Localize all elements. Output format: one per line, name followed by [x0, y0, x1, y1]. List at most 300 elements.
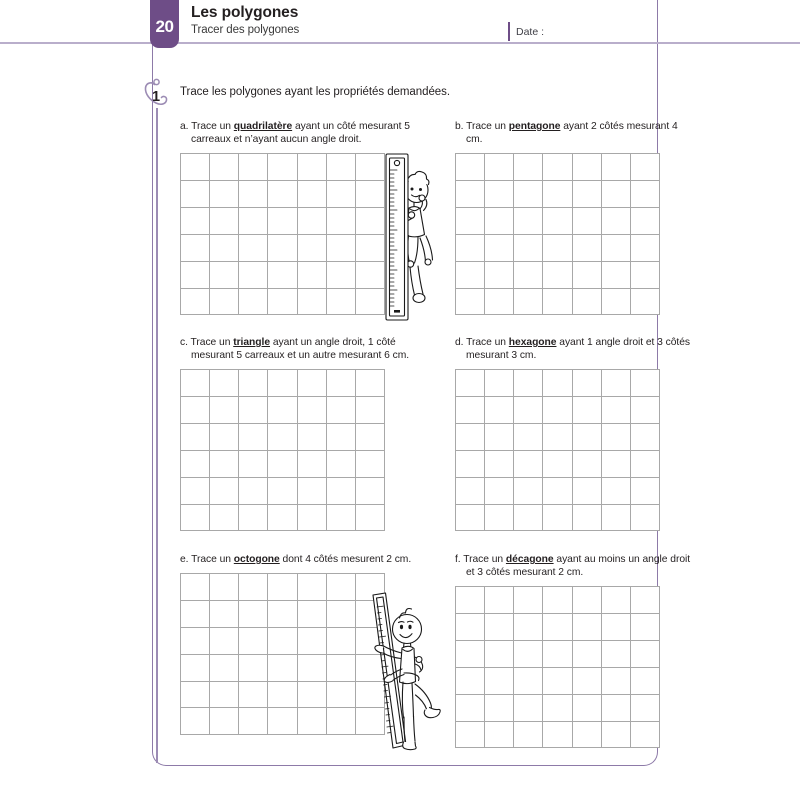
grid-cell[interactable]: [327, 505, 356, 532]
grid-cell[interactable]: [327, 574, 356, 601]
grid-cell[interactable]: [210, 478, 239, 505]
grid-cell[interactable]: [268, 289, 297, 316]
grid-cell[interactable]: [210, 655, 239, 682]
grid-cell[interactable]: [456, 208, 485, 235]
grid-cell[interactable]: [268, 154, 297, 181]
grid-cell[interactable]: [543, 370, 572, 397]
question-c-line1-pre: Trace un: [190, 337, 234, 348]
illustration-child-with-tilted-ruler: [360, 585, 448, 757]
grid-cell[interactable]: [239, 655, 268, 682]
grid-cell[interactable]: [268, 397, 297, 424]
grid-cell[interactable]: [268, 478, 297, 505]
grid-cell[interactable]: [456, 722, 485, 749]
child-holding-vertical-ruler-icon: [376, 150, 450, 326]
answer-grid-e[interactable]: [180, 573, 385, 735]
grid-cell[interactable]: [210, 208, 239, 235]
question-b-line1-post: ayant 2 côtés mesurant: [560, 121, 670, 132]
grid-cell[interactable]: [239, 451, 268, 478]
question-a-text: [180, 120, 420, 146]
grid-cell[interactable]: [485, 397, 514, 424]
grid-cell[interactable]: [602, 614, 631, 641]
grid-cell[interactable]: [210, 574, 239, 601]
question-e-text: [180, 553, 420, 566]
grid-cell[interactable]: [485, 235, 514, 262]
grid-cell[interactable]: [327, 708, 356, 735]
grid-cell[interactable]: [485, 181, 514, 208]
grid-cell[interactable]: [514, 451, 543, 478]
grid-cell[interactable]: [485, 208, 514, 235]
grid-cell[interactable]: [210, 451, 239, 478]
grid-cell[interactable]: [514, 478, 543, 505]
grid-cell[interactable]: [181, 601, 210, 628]
grid-cell[interactable]: [602, 262, 631, 289]
answer-grid-d[interactable]: [455, 369, 660, 531]
grid-cell[interactable]: [602, 587, 631, 614]
grid-cell[interactable]: [268, 628, 297, 655]
question-c-label: c.: [180, 337, 188, 348]
grid-cell[interactable]: [298, 424, 327, 451]
question-f-keyword: décagone: [505, 554, 554, 565]
question-b-keyword: pentagone: [508, 121, 561, 132]
grid-cell[interactable]: [514, 722, 543, 749]
exercise-vertical-stem: [156, 108, 158, 763]
grid-cell[interactable]: [631, 505, 660, 532]
grid-cell[interactable]: [239, 289, 268, 316]
grid-cell[interactable]: [456, 587, 485, 614]
question-a-keyword: quadrilatère: [233, 121, 293, 132]
grid-cell[interactable]: [543, 722, 572, 749]
grid-cell[interactable]: [327, 628, 356, 655]
page-subtitle: Tracer des polygones: [191, 24, 300, 36]
grid-cell[interactable]: [456, 695, 485, 722]
grid-cell[interactable]: [543, 289, 572, 316]
grid-cell[interactable]: [602, 235, 631, 262]
grid-cell[interactable]: [514, 695, 543, 722]
grid-cell[interactable]: [485, 695, 514, 722]
grid-cell[interactable]: [631, 424, 660, 451]
grid-cell[interactable]: [327, 154, 356, 181]
page-title: Les polygones: [191, 4, 299, 21]
grid-cell[interactable]: [456, 614, 485, 641]
grid-cell[interactable]: [239, 208, 268, 235]
grid-cell[interactable]: [543, 587, 572, 614]
page-header: [150, 0, 660, 60]
grid-cell[interactable]: [181, 154, 210, 181]
date-separator-tick: [508, 22, 510, 41]
grid-cell[interactable]: [543, 641, 572, 668]
question-f-line1-post: ayant au moins un angle: [553, 554, 668, 565]
grid-cell[interactable]: [573, 154, 602, 181]
grid-cell[interactable]: [181, 682, 210, 709]
grid-cell[interactable]: [514, 370, 543, 397]
grid-cell[interactable]: [456, 668, 485, 695]
grid-cell[interactable]: [268, 208, 297, 235]
grid-cell[interactable]: [602, 424, 631, 451]
grid-cell[interactable]: [485, 289, 514, 316]
grid-cell[interactable]: [602, 668, 631, 695]
grid-cell[interactable]: [181, 574, 210, 601]
grid-cell[interactable]: [181, 289, 210, 316]
grid-cell[interactable]: [602, 695, 631, 722]
grid-cell[interactable]: [514, 235, 543, 262]
grid-cell[interactable]: [239, 181, 268, 208]
grid-cell[interactable]: [356, 424, 385, 451]
grid-cell[interactable]: [456, 505, 485, 532]
grid-cell[interactable]: [239, 708, 268, 735]
grid-cell[interactable]: [456, 289, 485, 316]
grid-cell[interactable]: [210, 397, 239, 424]
question-d-keyword: hexagone: [508, 337, 557, 348]
grid-cell[interactable]: [239, 601, 268, 628]
question-f: [455, 553, 695, 748]
grid-cell[interactable]: [268, 181, 297, 208]
answer-grid-f[interactable]: [455, 586, 660, 748]
grid-cell[interactable]: [456, 235, 485, 262]
header-divider-rule: [0, 42, 800, 44]
grid-cell[interactable]: [210, 181, 239, 208]
question-f-text: [455, 553, 695, 579]
question-e-line2: 2 cm.: [386, 554, 412, 565]
question-a-label: a.: [180, 121, 189, 132]
page-number-label: 20: [155, 17, 174, 36]
grid-cell[interactable]: [485, 370, 514, 397]
grid-cell[interactable]: [631, 235, 660, 262]
grid-cell[interactable]: [573, 668, 602, 695]
date-field-label: Date :: [516, 26, 545, 38]
grid-cell[interactable]: [485, 478, 514, 505]
grid-cell[interactable]: [631, 695, 660, 722]
grid-cell[interactable]: [573, 478, 602, 505]
question-f-line1-pre: Trace un: [463, 554, 506, 565]
grid-cell[interactable]: [631, 181, 660, 208]
grid-cell[interactable]: [239, 370, 268, 397]
question-e-line1-post: dont 4 côtés mesurent: [279, 554, 384, 565]
grid-cell[interactable]: [268, 574, 297, 601]
grid-cell[interactable]: [327, 424, 356, 451]
grid-cell[interactable]: [602, 478, 631, 505]
grid-cell[interactable]: [298, 708, 327, 735]
grid-cell[interactable]: [514, 262, 543, 289]
grid-cell[interactable]: [181, 235, 210, 262]
grid-cell[interactable]: [485, 668, 514, 695]
grid-cell[interactable]: [327, 451, 356, 478]
grid-cell[interactable]: [239, 628, 268, 655]
grid-cell[interactable]: [602, 722, 631, 749]
grid-cell[interactable]: [356, 397, 385, 424]
grid-cell[interactable]: [239, 505, 268, 532]
grid-cell[interactable]: [327, 262, 356, 289]
grid-cell[interactable]: [268, 235, 297, 262]
grid-cell[interactable]: [210, 289, 239, 316]
grid-cell[interactable]: [573, 262, 602, 289]
grid-cell[interactable]: [356, 370, 385, 397]
grid-cell[interactable]: [268, 262, 297, 289]
grid-cell[interactable]: [268, 424, 297, 451]
grid-cell[interactable]: [456, 641, 485, 668]
grid-cell[interactable]: [456, 424, 485, 451]
question-f-label: f.: [455, 554, 461, 565]
grid-cell[interactable]: [543, 181, 572, 208]
grid-cell[interactable]: [327, 682, 356, 709]
grid-cell[interactable]: [298, 505, 327, 532]
grid-cell[interactable]: [573, 235, 602, 262]
grid-cell[interactable]: [298, 397, 327, 424]
grid-cell[interactable]: [543, 397, 572, 424]
grid-cell[interactable]: [181, 262, 210, 289]
question-c-line2: mesurant 5 carreaux et un autre mesurant 6 cm.: [191, 350, 410, 362]
grid-cell[interactable]: [602, 208, 631, 235]
question-f-line2: droit et 3 côtés mesurant 2 cm.: [466, 554, 691, 579]
grid-cell[interactable]: [573, 289, 602, 316]
grid-cell[interactable]: [456, 478, 485, 505]
grid-cell[interactable]: [485, 641, 514, 668]
question-a-line1-pre: Trace un: [191, 121, 234, 132]
grid-cell[interactable]: [514, 668, 543, 695]
grid-cell[interactable]: [485, 262, 514, 289]
grid-cell[interactable]: [631, 397, 660, 424]
grid-cell[interactable]: [602, 451, 631, 478]
grid-cell[interactable]: [268, 708, 297, 735]
grid-cell[interactable]: [298, 370, 327, 397]
grid-cell[interactable]: [602, 641, 631, 668]
grid-cell[interactable]: [602, 370, 631, 397]
grid-cell[interactable]: [239, 478, 268, 505]
grid-cell[interactable]: [514, 614, 543, 641]
grid-cell[interactable]: [268, 370, 297, 397]
answer-grid-a[interactable]: [180, 153, 385, 315]
grid-cell[interactable]: [573, 695, 602, 722]
grid-cell[interactable]: [181, 451, 210, 478]
grid-cell[interactable]: [327, 601, 356, 628]
question-d-line1-pre: Trace un: [466, 337, 509, 348]
child-holding-tilted-ruler-icon: [360, 585, 448, 757]
grid-cell[interactable]: [631, 289, 660, 316]
grid-cell[interactable]: [298, 289, 327, 316]
grid-cell[interactable]: [485, 587, 514, 614]
grid-cell[interactable]: [573, 397, 602, 424]
grid-cell[interactable]: [543, 505, 572, 532]
grid-cell[interactable]: [327, 655, 356, 682]
grid-cell[interactable]: [631, 451, 660, 478]
question-c-keyword: triangle: [233, 337, 271, 348]
grid-cell[interactable]: [181, 181, 210, 208]
grid-cell[interactable]: [573, 641, 602, 668]
grid-cell[interactable]: [514, 641, 543, 668]
grid-cell[interactable]: [485, 505, 514, 532]
grid-cell[interactable]: [210, 682, 239, 709]
grid-cell[interactable]: [210, 262, 239, 289]
grid-cell[interactable]: [268, 682, 297, 709]
question-b-line2: 4 cm.: [466, 121, 678, 146]
grid-cell[interactable]: [356, 478, 385, 505]
question-d: [455, 336, 695, 531]
question-e-line1-pre: Trace un: [191, 554, 234, 565]
grid-cell[interactable]: [485, 424, 514, 451]
grid-cell[interactable]: [602, 289, 631, 316]
grid-cell[interactable]: [268, 505, 297, 532]
grid-cell[interactable]: [210, 235, 239, 262]
question-e-label: e.: [180, 554, 189, 565]
grid-cell[interactable]: [356, 451, 385, 478]
grid-cell[interactable]: [456, 370, 485, 397]
grid-cell[interactable]: [210, 505, 239, 532]
grid-cell[interactable]: [543, 154, 572, 181]
grid-cell[interactable]: [514, 154, 543, 181]
grid-cell[interactable]: [543, 208, 572, 235]
question-c-text: [180, 336, 420, 362]
grid-cell[interactable]: [485, 614, 514, 641]
grid-cell[interactable]: [327, 289, 356, 316]
grid-cell[interactable]: [210, 370, 239, 397]
grid-cell[interactable]: [210, 154, 239, 181]
grid-cell[interactable]: [631, 722, 660, 749]
grid-cell[interactable]: [514, 397, 543, 424]
grid-cell[interactable]: [298, 478, 327, 505]
grid-cell[interactable]: [631, 370, 660, 397]
grid-cell[interactable]: [602, 397, 631, 424]
grid-cell[interactable]: [456, 397, 485, 424]
grid-cell[interactable]: [573, 587, 602, 614]
grid-cell[interactable]: [573, 722, 602, 749]
grid-cell[interactable]: [456, 262, 485, 289]
question-b: [455, 120, 695, 315]
grid-cell[interactable]: [181, 424, 210, 451]
grid-cell[interactable]: [239, 262, 268, 289]
grid-cell[interactable]: [543, 668, 572, 695]
grid-cell[interactable]: [181, 208, 210, 235]
grid-cell[interactable]: [514, 181, 543, 208]
grid-cell[interactable]: [298, 154, 327, 181]
grid-cell[interactable]: [210, 708, 239, 735]
grid-cell[interactable]: [631, 614, 660, 641]
grid-cell[interactable]: [181, 397, 210, 424]
grid-cell[interactable]: [181, 370, 210, 397]
question-c-line1-post: ayant un angle droit, 1 côté: [270, 337, 396, 348]
grid-cell[interactable]: [181, 708, 210, 735]
grid-cell[interactable]: [573, 181, 602, 208]
grid-cell[interactable]: [631, 208, 660, 235]
grid-cell[interactable]: [543, 695, 572, 722]
grid-cell[interactable]: [514, 289, 543, 316]
grid-cell[interactable]: [631, 478, 660, 505]
answer-grid-b[interactable]: [455, 153, 660, 315]
grid-cell[interactable]: [631, 587, 660, 614]
grid-cell[interactable]: [514, 505, 543, 532]
page-number-tab: [150, 0, 179, 48]
grid-cell[interactable]: [298, 235, 327, 262]
grid-cell[interactable]: [298, 208, 327, 235]
grid-cell[interactable]: [298, 628, 327, 655]
grid-cell[interactable]: [456, 451, 485, 478]
grid-cell[interactable]: [298, 682, 327, 709]
grid-cell[interactable]: [239, 397, 268, 424]
grid-cell[interactable]: [602, 505, 631, 532]
grid-cell[interactable]: [456, 154, 485, 181]
grid-cell[interactable]: [543, 451, 572, 478]
grid-cell[interactable]: [456, 181, 485, 208]
grid-cell[interactable]: [327, 370, 356, 397]
grid-cell[interactable]: [573, 370, 602, 397]
grid-cell[interactable]: [514, 587, 543, 614]
grid-cell[interactable]: [327, 478, 356, 505]
grid-cell[interactable]: [485, 722, 514, 749]
exercise-number-badge: [142, 78, 178, 118]
grid-cell[interactable]: [239, 154, 268, 181]
question-d-text: [455, 336, 695, 362]
grid-cell[interactable]: [239, 235, 268, 262]
grid-cell[interactable]: [268, 601, 297, 628]
grid-cell[interactable]: [573, 424, 602, 451]
answer-grid-c[interactable]: [180, 369, 385, 531]
grid-cell[interactable]: [268, 655, 297, 682]
grid-cell[interactable]: [631, 641, 660, 668]
illustration-child-with-vertical-ruler: [376, 150, 450, 326]
grid-cell[interactable]: [239, 682, 268, 709]
grid-cell[interactable]: [543, 262, 572, 289]
grid-cell[interactable]: [514, 424, 543, 451]
question-b-line1-pre: Trace un: [466, 121, 509, 132]
grid-cell[interactable]: [631, 154, 660, 181]
grid-cell[interactable]: [239, 424, 268, 451]
question-e-keyword: octogone: [233, 554, 280, 565]
question-c: [180, 336, 420, 531]
grid-cell[interactable]: [181, 505, 210, 532]
grid-cell[interactable]: [631, 668, 660, 695]
grid-cell[interactable]: [485, 451, 514, 478]
grid-cell[interactable]: [298, 601, 327, 628]
question-d-line2: 3 côtés mesurant 3 cm.: [466, 337, 691, 362]
grid-cell[interactable]: [543, 424, 572, 451]
grid-cell[interactable]: [602, 154, 631, 181]
exercise-number-text: 1: [152, 89, 161, 105]
grid-cell[interactable]: [239, 574, 268, 601]
grid-cell[interactable]: [602, 181, 631, 208]
grid-cell[interactable]: [298, 655, 327, 682]
grid-cell[interactable]: [298, 181, 327, 208]
grid-cell[interactable]: [485, 154, 514, 181]
grid-cell[interactable]: [327, 397, 356, 424]
grid-cell[interactable]: [327, 235, 356, 262]
grid-cell[interactable]: [298, 451, 327, 478]
grid-cell[interactable]: [181, 655, 210, 682]
grid-cell[interactable]: [268, 451, 297, 478]
grid-cell[interactable]: [543, 614, 572, 641]
grid-cell[interactable]: [543, 478, 572, 505]
grid-cell[interactable]: [327, 208, 356, 235]
exercise-instruction: Trace les polygones ayant les propriétés demandées.: [180, 86, 450, 98]
grid-cell[interactable]: [573, 505, 602, 532]
grid-cell[interactable]: [573, 451, 602, 478]
grid-cell[interactable]: [210, 628, 239, 655]
grid-cell[interactable]: [181, 628, 210, 655]
grid-cell[interactable]: [631, 262, 660, 289]
grid-cell[interactable]: [543, 235, 572, 262]
grid-cell[interactable]: [210, 424, 239, 451]
question-a-line1-post: ayant un côté mesurant: [292, 121, 402, 132]
grid-cell[interactable]: [356, 505, 385, 532]
grid-cell[interactable]: [298, 262, 327, 289]
grid-cell[interactable]: [181, 478, 210, 505]
question-d-line1-post: ayant 1 angle droit et: [556, 337, 655, 348]
question-b-text: [455, 120, 695, 146]
grid-cell[interactable]: [327, 181, 356, 208]
grid-cell[interactable]: [210, 601, 239, 628]
question-a-line2: 5 carreaux et n’ayant aucun angle droit.: [191, 121, 410, 146]
grid-cell[interactable]: [298, 574, 327, 601]
grid-cell[interactable]: [514, 208, 543, 235]
grid-cell[interactable]: [573, 208, 602, 235]
grid-cell[interactable]: [573, 614, 602, 641]
